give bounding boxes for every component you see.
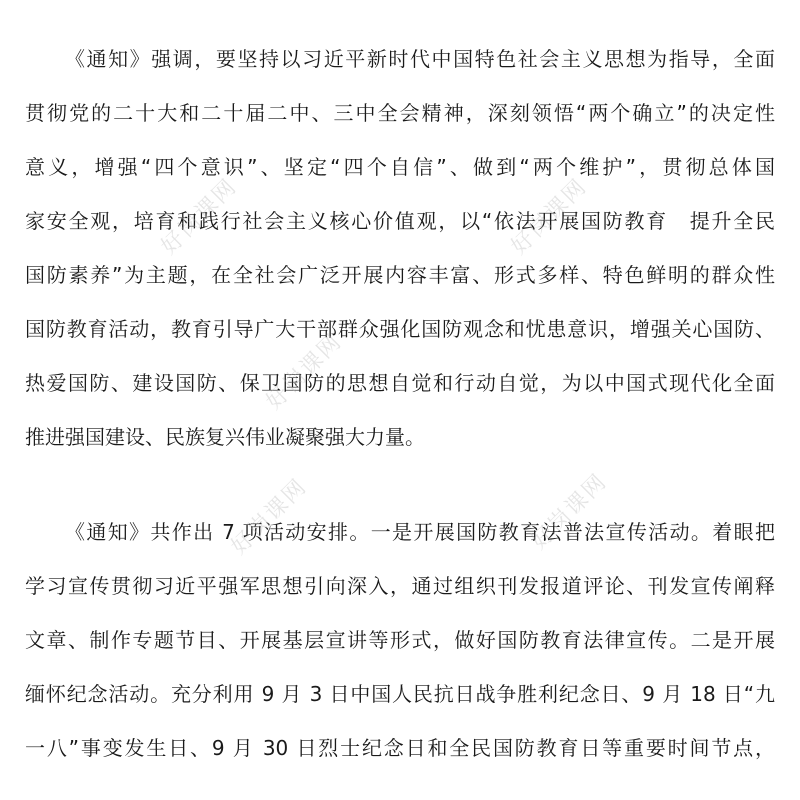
paragraph-1-line-8: 推进强国建设、民族复兴伟业凝聚强大力量。	[25, 425, 425, 449]
paragraph-2-line-1: 《通知》共作出 7 项活动安排。一是开展国防教育法普法宣传活动。着眼把	[65, 520, 775, 544]
paragraph-1-line-4: 家安全观，培育和践行社会主义核心价值观，以“依法开展国防教育 提升全民	[25, 209, 775, 233]
watermark-text: 好岗课网	[261, 329, 348, 415]
paragraph-1-line-3: 意义，增强“四个意识”、坚定“四个自信”、做到“两个维护”，贯彻总体国	[25, 155, 775, 179]
paragraph-1-line-6: 国防教育活动，教育引导广大干部群众强化国防观念和忧患意识，增强关心国防、	[25, 317, 775, 341]
paragraph-2-line-5: 一八”事变发生日、9 月 30 日烈士纪念日和全民国防教育日等重要时间节点，	[25, 736, 775, 760]
paragraph-1-line-2: 贯彻党的二十大和二十届二中、三中全会精神，深刻领悟“两个确立”的决定性	[25, 101, 775, 125]
paragraph-1-line-7: 热爱国防、建设国防、保卫国防的思想自觉和行动自觉，为以中国式现代化全面	[25, 371, 775, 395]
watermark-text: 好岗课网	[526, 469, 613, 555]
watermark-text: 好岗课网	[156, 174, 243, 260]
watermark-text: 好岗课网	[506, 174, 593, 260]
paragraph-2-line-2: 学习宣传贯彻习近平强军思想引向深入，通过组织刊发报道评论、刊发宣传阐释	[25, 574, 775, 598]
paragraph-1-line-1: 《通知》强调，要坚持以习近平新时代中国特色社会主义思想为指导，全面	[65, 47, 775, 71]
paragraph-1-line-5: 国防素养”为主题，在全社会广泛开展内容丰富、形式多样、特色鲜明的群众性	[25, 263, 775, 287]
paragraph-2-line-3: 文章、制作专题节目、开展基层宣讲等形式，做好国防教育法律宣传。二是开展	[25, 628, 775, 652]
watermark-text: 好岗课网	[226, 474, 313, 560]
paragraph-2-line-4: 缅怀纪念活动。充分利用 9 月 3 日中国人民抗日战争胜利纪念日、9 月 18 日“九	[25, 682, 775, 706]
